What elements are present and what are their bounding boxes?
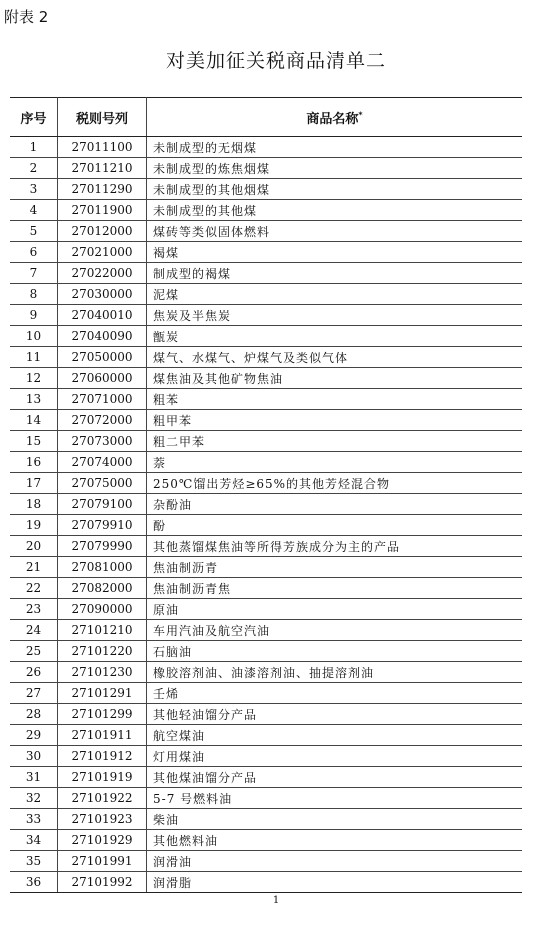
row-index: 15 bbox=[10, 431, 58, 452]
table-row bbox=[10, 305, 522, 326]
table-row bbox=[10, 137, 522, 158]
table-row bbox=[10, 746, 522, 767]
row-index: 5 bbox=[10, 221, 58, 242]
row-code: 27079910 bbox=[58, 515, 147, 536]
row-code: 27101291 bbox=[58, 683, 147, 704]
table-row bbox=[10, 515, 522, 536]
table-row bbox=[10, 284, 522, 305]
row-code: 27101220 bbox=[58, 641, 147, 662]
row-code: 27040010 bbox=[58, 305, 147, 326]
row-index: 27 bbox=[10, 683, 58, 704]
row-index: 31 bbox=[10, 767, 58, 788]
row-index: 16 bbox=[10, 452, 58, 473]
row-code: 27079100 bbox=[58, 494, 147, 515]
row-code: 27073000 bbox=[58, 431, 147, 452]
row-code: 27101210 bbox=[58, 620, 147, 641]
row-name: 航空煤油 bbox=[147, 725, 523, 746]
table-row bbox=[10, 620, 522, 641]
row-code: 27101919 bbox=[58, 767, 147, 788]
row-name: 其他燃料油 bbox=[147, 830, 523, 851]
table-row bbox=[10, 452, 522, 473]
row-name: 润滑脂 bbox=[147, 872, 523, 893]
table-row bbox=[10, 494, 522, 515]
row-name: 壬烯 bbox=[147, 683, 523, 704]
table-row bbox=[10, 158, 522, 179]
row-code: 27030000 bbox=[58, 284, 147, 305]
row-name: 煤砖等类似固体燃料 bbox=[147, 221, 523, 242]
row-name: 车用汽油及航空汽油 bbox=[147, 620, 523, 641]
table-row bbox=[10, 662, 522, 683]
row-code: 27101992 bbox=[58, 872, 147, 893]
row-index: 36 bbox=[10, 872, 58, 893]
table-row bbox=[10, 242, 522, 263]
header-name-text: 商品名称 bbox=[306, 111, 359, 127]
row-index: 6 bbox=[10, 242, 58, 263]
row-index: 11 bbox=[10, 347, 58, 368]
table-row bbox=[10, 704, 522, 725]
row-code: 27050000 bbox=[58, 347, 147, 368]
row-code: 27082000 bbox=[58, 578, 147, 599]
row-code: 27090000 bbox=[58, 599, 147, 620]
annex-label: 附表 2 bbox=[4, 8, 49, 26]
table-row bbox=[10, 536, 522, 557]
row-code: 27079990 bbox=[58, 536, 147, 557]
row-name: 泥煤 bbox=[147, 284, 523, 305]
row-name: 其他轻油馏分产品 bbox=[147, 704, 523, 725]
table-row bbox=[10, 725, 522, 746]
table-row bbox=[10, 368, 522, 389]
row-name: 橡胶溶剂油、油漆溶剂油、抽提溶剂油 bbox=[147, 662, 523, 683]
header-name-mark: * bbox=[358, 110, 363, 120]
row-index: 13 bbox=[10, 389, 58, 410]
row-name: 酚 bbox=[147, 515, 523, 536]
page-number: 1 bbox=[272, 895, 280, 906]
row-name: 未制成型的炼焦烟煤 bbox=[147, 158, 523, 179]
row-index: 19 bbox=[10, 515, 58, 536]
row-name: 未制成型的其他煤 bbox=[147, 200, 523, 221]
table-row bbox=[10, 389, 522, 410]
row-name: 250℃馏出芳烃≥65%的其他芳烃混合物 bbox=[147, 473, 523, 494]
table-row bbox=[10, 179, 522, 200]
table-row bbox=[10, 431, 522, 452]
row-code: 27101912 bbox=[58, 746, 147, 767]
row-index: 7 bbox=[10, 263, 58, 284]
table-row bbox=[10, 872, 522, 893]
table-row bbox=[10, 788, 522, 809]
row-index: 25 bbox=[10, 641, 58, 662]
table-header bbox=[10, 98, 522, 137]
row-name: 粗二甲苯 bbox=[147, 431, 523, 452]
table-row bbox=[10, 830, 522, 851]
row-code: 27011290 bbox=[58, 179, 147, 200]
table-row bbox=[10, 473, 522, 494]
row-name: 杂酚油 bbox=[147, 494, 523, 515]
row-index: 18 bbox=[10, 494, 58, 515]
table-row bbox=[10, 326, 522, 347]
table-row bbox=[10, 767, 522, 788]
row-index: 20 bbox=[10, 536, 58, 557]
row-code: 27011100 bbox=[58, 137, 147, 158]
row-name: 焦炭及半焦炭 bbox=[147, 305, 523, 326]
row-code: 27101929 bbox=[58, 830, 147, 851]
row-index: 26 bbox=[10, 662, 58, 683]
row-code: 27101911 bbox=[58, 725, 147, 746]
row-name: 未制成型的其他烟煤 bbox=[147, 179, 523, 200]
row-index: 33 bbox=[10, 809, 58, 830]
row-code: 27071000 bbox=[58, 389, 147, 410]
page-title: 对美加征关税商品清单二 bbox=[165, 50, 386, 72]
row-code: 27074000 bbox=[58, 452, 147, 473]
row-code: 27011210 bbox=[58, 158, 147, 179]
row-index: 30 bbox=[10, 746, 58, 767]
row-name: 甑炭 bbox=[147, 326, 523, 347]
row-name: 5-7 号燃料油 bbox=[147, 788, 523, 809]
row-name: 煤气、水煤气、炉煤气及类似气体 bbox=[147, 347, 523, 368]
row-code: 27101299 bbox=[58, 704, 147, 725]
row-code: 27101923 bbox=[58, 809, 147, 830]
row-index: 24 bbox=[10, 620, 58, 641]
row-index: 12 bbox=[10, 368, 58, 389]
header-index: 序号 bbox=[10, 98, 58, 137]
row-index: 28 bbox=[10, 704, 58, 725]
table-row bbox=[10, 410, 522, 431]
row-name: 石脑油 bbox=[147, 641, 523, 662]
table-row bbox=[10, 578, 522, 599]
row-code: 27101922 bbox=[58, 788, 147, 809]
row-name: 焦油制沥青焦 bbox=[147, 578, 523, 599]
row-name: 润滑油 bbox=[147, 851, 523, 872]
row-index: 35 bbox=[10, 851, 58, 872]
table-row bbox=[10, 599, 522, 620]
row-index: 14 bbox=[10, 410, 58, 431]
row-name: 制成型的褐煤 bbox=[147, 263, 523, 284]
table-row bbox=[10, 263, 522, 284]
header-row bbox=[10, 98, 522, 137]
row-index: 2 bbox=[10, 158, 58, 179]
header-name bbox=[147, 98, 523, 137]
row-name: 未制成型的无烟煤 bbox=[147, 137, 523, 158]
header-code: 税则号列 bbox=[58, 98, 147, 137]
row-code: 27022000 bbox=[58, 263, 147, 284]
row-code: 27101230 bbox=[58, 662, 147, 683]
row-code: 27011900 bbox=[58, 200, 147, 221]
table-row bbox=[10, 851, 522, 872]
row-name: 煤焦油及其他矿物焦油 bbox=[147, 368, 523, 389]
row-code: 27081000 bbox=[58, 557, 147, 578]
row-name: 粗甲苯 bbox=[147, 410, 523, 431]
row-name: 灯用煤油 bbox=[147, 746, 523, 767]
row-index: 17 bbox=[10, 473, 58, 494]
tariff-table bbox=[10, 97, 522, 893]
row-index: 21 bbox=[10, 557, 58, 578]
row-index: 1 bbox=[10, 137, 58, 158]
row-index: 4 bbox=[10, 200, 58, 221]
table-row bbox=[10, 683, 522, 704]
row-index: 9 bbox=[10, 305, 58, 326]
row-name: 粗苯 bbox=[147, 389, 523, 410]
row-index: 3 bbox=[10, 179, 58, 200]
table-row bbox=[10, 557, 522, 578]
row-name: 其他蒸馏煤焦油等所得芳族成分为主的产品 bbox=[147, 536, 523, 557]
table-row bbox=[10, 200, 522, 221]
row-name: 焦油制沥青 bbox=[147, 557, 523, 578]
row-code: 27075000 bbox=[58, 473, 147, 494]
row-name: 柴油 bbox=[147, 809, 523, 830]
table-row bbox=[10, 641, 522, 662]
row-index: 22 bbox=[10, 578, 58, 599]
row-index: 29 bbox=[10, 725, 58, 746]
table-row bbox=[10, 347, 522, 368]
table-row bbox=[10, 809, 522, 830]
row-code: 27040090 bbox=[58, 326, 147, 347]
row-index: 8 bbox=[10, 284, 58, 305]
row-name: 萘 bbox=[147, 452, 523, 473]
row-index: 23 bbox=[10, 599, 58, 620]
row-index: 34 bbox=[10, 830, 58, 851]
row-index: 10 bbox=[10, 326, 58, 347]
table-row bbox=[10, 221, 522, 242]
row-name: 褐煤 bbox=[147, 242, 523, 263]
row-code: 27012000 bbox=[58, 221, 147, 242]
row-name: 原油 bbox=[147, 599, 523, 620]
row-name: 其他煤油馏分产品 bbox=[147, 767, 523, 788]
table-body bbox=[10, 137, 522, 893]
row-code: 27021000 bbox=[58, 242, 147, 263]
row-code: 27101991 bbox=[58, 851, 147, 872]
row-index: 32 bbox=[10, 788, 58, 809]
row-code: 27072000 bbox=[58, 410, 147, 431]
row-code: 27060000 bbox=[58, 368, 147, 389]
